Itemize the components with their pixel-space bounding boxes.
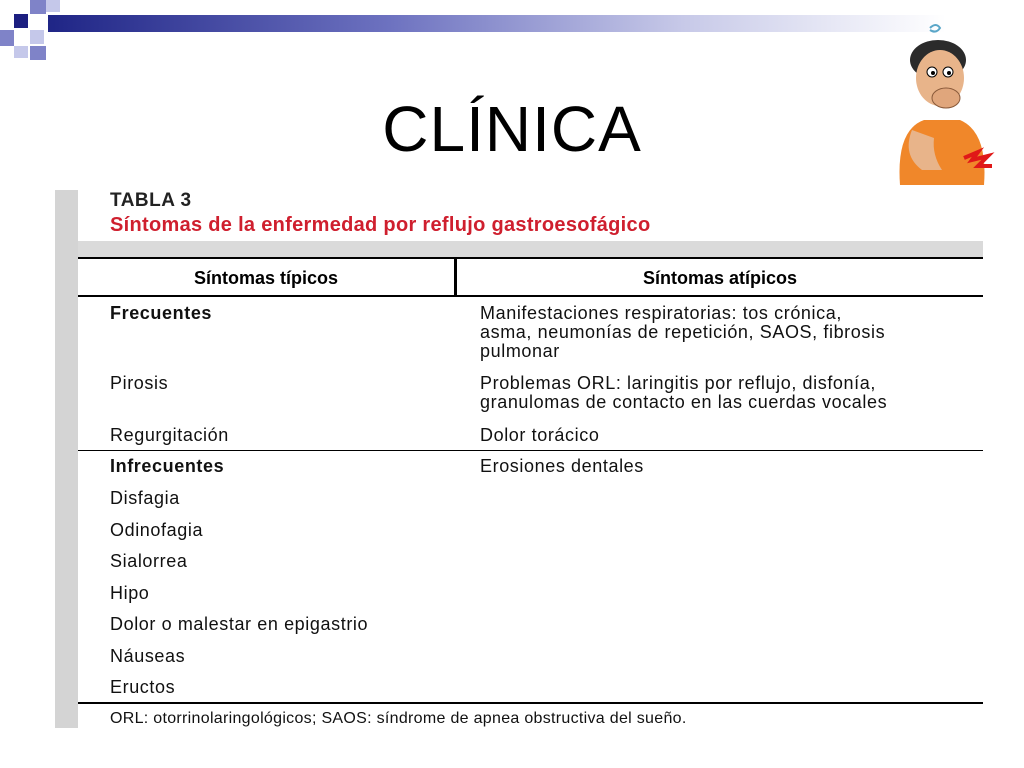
right-cell: [480, 304, 885, 361]
left-cell: Infrecuentes: [110, 456, 225, 476]
table-label: TABLA 3: [110, 190, 192, 211]
sick-man-illustration: [872, 20, 1000, 185]
slide-title: CLÍNICA: [382, 93, 642, 165]
table-top-rule: [78, 257, 983, 259]
right-cell-line: asma, neumonías de repetición, SAOS, fibrosis: [480, 322, 886, 342]
header-bottom-rule: [78, 295, 983, 297]
left-cell: Disfagia: [110, 488, 180, 508]
header-shade: [78, 241, 983, 257]
figure-left-strip: [55, 190, 78, 728]
right-cell: [480, 426, 599, 445]
table-caption: Síntomas de la enfermedad por reflujo gastroesofágico: [110, 214, 651, 236]
right-cell-line: Manifestaciones respiratorias: tos crónica,: [480, 303, 842, 323]
table-footnote: ORL: otorrinolaringológicos; SAOS: síndrome de apnea obstructiva del sueño.: [110, 710, 687, 727]
left-cell: Pirosis: [110, 373, 169, 393]
right-cell: [480, 457, 644, 476]
left-cell: Odinofagia: [110, 520, 204, 540]
left-cell: Regurgitación: [110, 425, 229, 445]
right-cell-line: granulomas de contacto en las cuerdas vocales: [480, 392, 888, 412]
symptoms-table-figure: [55, 190, 983, 730]
left-cell: Dolor o malestar en epigastrio: [110, 614, 369, 634]
right-cell-line: Erosiones dentales: [480, 456, 644, 476]
header-atypical-symptoms: Síntomas atípicos: [642, 268, 798, 288]
group-separator-rule: [78, 450, 983, 451]
left-cell: Hipo: [110, 583, 150, 603]
corner-decoration: [0, 0, 90, 70]
left-cell: Náuseas: [110, 646, 186, 666]
header-typical-symptoms: Síntomas típicos: [193, 268, 339, 288]
table-bottom-rule: [78, 702, 983, 704]
right-cell-line: Problemas ORL: laringitis por reflujo, disfonía,: [480, 373, 876, 393]
left-cell: Sialorrea: [110, 551, 188, 571]
right-cell: [480, 374, 887, 412]
right-cell-line: pulmonar: [480, 341, 560, 361]
right-cell-line: Dolor torácico: [480, 425, 600, 445]
left-cell: Frecuentes: [110, 303, 213, 323]
left-cell: Eructos: [110, 677, 176, 697]
